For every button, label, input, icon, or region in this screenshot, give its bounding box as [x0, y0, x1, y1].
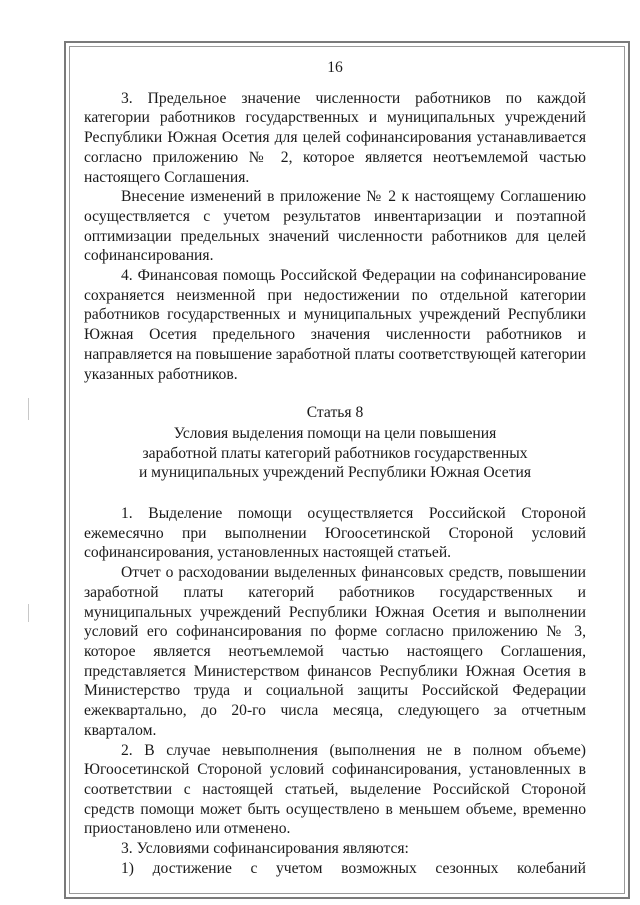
scan-margin-mark [28, 604, 29, 622]
paragraphs-top [84, 89, 586, 385]
page-number: 16 [327, 59, 343, 76]
paragraph: 2. В случае невыполнения (выполнения не в полном объеме) Югоосетинской Стороной условий софинансирования, установленных в соответствии с настоящей статьей, выделение Российской Стороной средств помощи может быть осуществлено в меньшем объеме, временно приостановлено или отменено. [84, 741, 586, 838]
paragraph: 3. Условиями софинансирования являются: [121, 840, 409, 858]
article-title-line: Условия выделения помощи на цели повышения [173, 424, 497, 442]
paragraph: 1) достижение с учетом возможных сезонных колебаний [121, 859, 586, 877]
paragraph: Внесение изменений в приложение № 2 к настоящему Соглашению осуществляется с учетом результатов инвентаризации и поэтапной оптимизации предельных значений численности работников для целей софинансирования. [84, 188, 586, 265]
article-number: Статья 8 [306, 404, 364, 422]
paragraph: 3. Предельное значение численности работников по каждой категории работников государственных и муниципальных учреждений Республики Южная Осетия для целей софинансирования устанавливается согласно приложению № 2, которое является неотъемлемой частью настоящего Соглашения. [84, 89, 586, 186]
paragraphs-bottom [84, 504, 586, 878]
document-body [84, 58, 586, 878]
paragraph: 1. Выделение помощи осуществляется Российской Стороной ежемесячно при выполнении Югоосетинской Стороной условий софинансирования, установленных настоящей статьей. [84, 505, 586, 562]
article-title-line: и муниципальных учреждений Республики Южная Осетия [138, 464, 532, 482]
paragraph: 4. Финансовая помощь Российской Федерации на софинансирование сохраняется неизменной при недостижении по отдельной категории работников государственных и муниципальных учреждений Республики Южная Осетия предельного значения численности работников и направляется на повышение заработной платы соответствующей категории указанных работников. [84, 267, 586, 383]
article-heading [84, 403, 586, 483]
scan-margin-mark [28, 398, 29, 420]
article-title-line: заработной платы категорий работников государственных [142, 444, 528, 462]
paragraph: Отчет о расходовании выделенных финансовых средств, повышении заработной платы категорий работников государственных и муниципальных учреждений Республики Южная Осетия и выполнении условий его софинансирования по форме согласно приложению № 3, которое является неотъемлемой частью настоящего Соглашения, представляется Министерством финансов Республики Южная Осетия в Министерство труда и социальной защиты Российской Федерации ежеквартально, до 20-го числа месяца, следующего за отчетным кварталом. [84, 564, 586, 739]
